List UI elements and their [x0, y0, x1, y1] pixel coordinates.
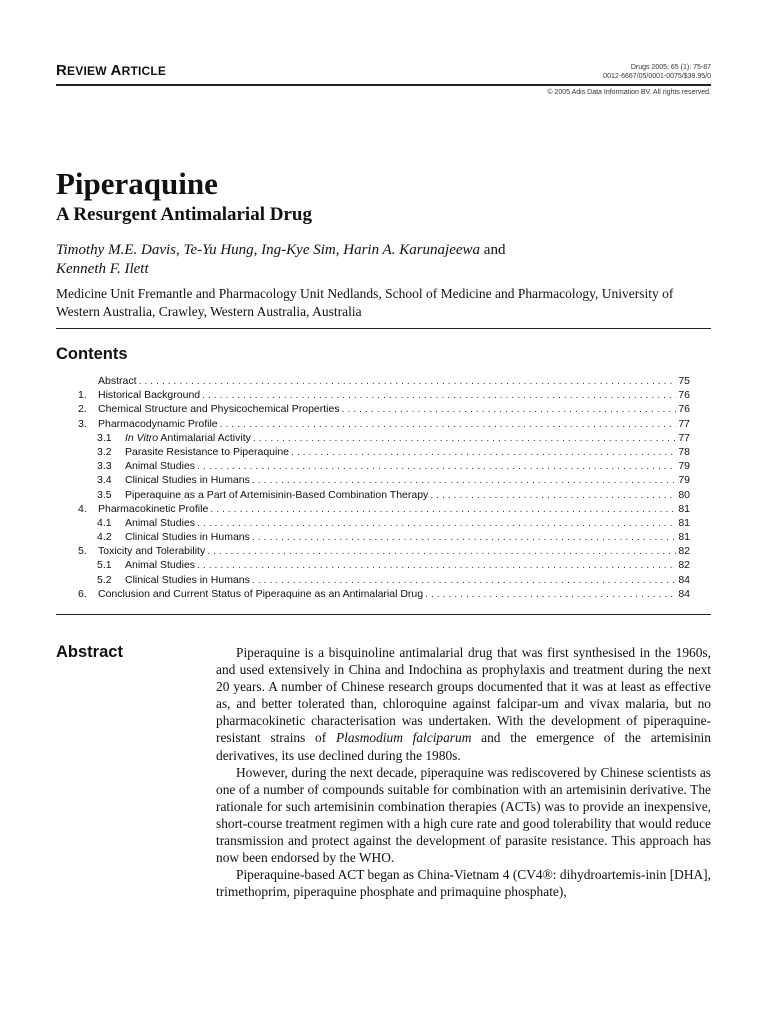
- section-divider: [56, 328, 711, 329]
- species-name: Plasmodium falciparum: [335, 730, 472, 746]
- toc-leader-dots: [202, 388, 676, 402]
- toc-entry[interactable]: [78, 459, 690, 473]
- toc-entry-label: [125, 473, 250, 487]
- section-divider: [56, 614, 711, 615]
- toc-entry-text: Pharmacodynamic Profile: [98, 417, 218, 430]
- toc-entry-label: [98, 587, 423, 601]
- toc-entry[interactable]: [78, 473, 690, 487]
- article-type-label: [56, 62, 166, 79]
- label-rest: EVIEW: [67, 64, 107, 78]
- author: Kenneth F. Ilett: [56, 261, 149, 277]
- toc-entry-text: Antimalarial Activity: [158, 431, 251, 444]
- toc-entry-number: 3.1: [97, 431, 112, 444]
- toc-entry-label: [125, 459, 195, 473]
- toc-entry-number: 5.2: [97, 573, 112, 586]
- toc-entry-text: Abstract: [98, 375, 137, 387]
- toc-page-number: 79: [678, 460, 690, 473]
- table-of-contents: [78, 374, 690, 601]
- toc-entry-number: 3.3: [97, 460, 112, 473]
- toc-entry-text: Animal Studies: [125, 516, 196, 529]
- toc-page-number: 77: [678, 431, 690, 444]
- issn-line: 0012-6667/05/0001-0075/$39.95/0: [603, 73, 711, 80]
- citation-line: Drugs 2005; 65 (1): 75-87: [630, 64, 711, 71]
- toc-entry-number: 3.: [78, 417, 87, 430]
- author-list: Timothy M.E. Davis, Te-Yu Hung, Ing-Kye Sim, Harin A. Karunajeewa and Kenneth F. Ilett: [56, 242, 506, 277]
- toc-leader-dots: [210, 502, 676, 516]
- toc-entry-number: 3.5: [97, 488, 112, 501]
- toc-entry[interactable]: [78, 431, 690, 445]
- toc-leader-dots: [425, 587, 676, 601]
- toc-page-number: 81: [678, 502, 690, 515]
- toc-entry-label: [125, 516, 195, 530]
- toc-entry-label: [98, 544, 205, 558]
- toc-entry-number: 4.1: [97, 516, 112, 529]
- toc-entry-text: Clinical Studies in Humans: [125, 531, 250, 544]
- toc-page-number: 80: [678, 488, 690, 501]
- toc-entry-text: Historical Background: [98, 389, 201, 402]
- toc-entry-label: [98, 402, 340, 416]
- toc-entry-label: [125, 558, 195, 572]
- author: Harin A. Karunajeewa: [343, 242, 481, 258]
- label-initial-2: A: [110, 62, 122, 79]
- abstract-text: and the emergence of the artemisinin derivatives, its use declined during the 1980s.: [216, 730, 711, 763]
- toc-leader-dots: [430, 488, 676, 502]
- toc-leader-dots: [207, 544, 676, 558]
- toc-entry[interactable]: [78, 587, 690, 601]
- toc-entry-text: Clinical Studies in Humans: [125, 573, 250, 586]
- toc-leader-dots: [220, 417, 677, 431]
- toc-page-number: 76: [678, 403, 690, 416]
- toc-entry-text: Animal Studies: [125, 559, 196, 572]
- toc-page-number: 78: [678, 445, 690, 458]
- toc-entry-number: 3.2: [97, 445, 112, 458]
- label-initial: R: [56, 62, 68, 79]
- header-rule: [56, 84, 711, 86]
- toc-entry[interactable]: [78, 488, 690, 502]
- toc-leader-dots: [197, 516, 676, 530]
- author: Ing-Kye Sim: [261, 242, 336, 258]
- author-affiliation: Medicine Unit Fremantle and Pharmacology Unit Nedlands, School of Medicine and Pharmacology, University of Western Australia, Crawley, Western Australia, Australia: [56, 286, 674, 319]
- toc-page-number: 81: [678, 531, 690, 544]
- toc-entry-text: Pharmacokinetic Profile: [98, 502, 209, 515]
- toc-page-number: 76: [678, 389, 690, 402]
- label-rest-2: RTICLE: [121, 64, 167, 78]
- toc-entry-text: Piperaquine as a Part of Artemisinin-Based Combination Therapy: [125, 488, 429, 501]
- toc-page-number: 84: [678, 573, 690, 586]
- toc-leader-dots: [252, 473, 676, 487]
- toc-entry[interactable]: [78, 417, 690, 431]
- toc-entry[interactable]: [78, 502, 690, 516]
- toc-leader-dots: [139, 374, 677, 388]
- toc-entry-label: [125, 573, 250, 587]
- toc-entry-label: [125, 431, 251, 445]
- toc-entry[interactable]: [78, 516, 690, 530]
- toc-entry-label: [125, 488, 428, 502]
- toc-entry[interactable]: [78, 402, 690, 416]
- toc-leader-dots: [253, 431, 676, 445]
- toc-entry-number: 4.2: [97, 531, 112, 544]
- toc-entry-number: 1.: [78, 389, 87, 402]
- toc-entry-text: Toxicity and Tolerability: [98, 545, 206, 558]
- toc-leader-dots: [342, 402, 677, 416]
- author-conjunction: and: [483, 242, 506, 258]
- abstract-paragraph: However, during the next decade, piperaquine was rediscovered by Chinese scientists as one of a number of compounds suitable for combination with an artemisinin derivative. The rationale for such artemisinin combination therapies (ACTs) was to provide an inexpensive, short-course treatment regimen with a high cure rate and good tolerability that would reduce transmission and protect against the development of parasite resistance. This approach has now been endorsed by the WHO.: [216, 764, 711, 866]
- toc-entry[interactable]: [78, 573, 690, 587]
- toc-entry-text: Clinical Studies in Humans: [125, 474, 250, 487]
- toc-page-number: 82: [678, 545, 690, 558]
- toc-entry-label: [125, 530, 250, 544]
- toc-leader-dots: [197, 459, 676, 473]
- article-title: Piperaquine: [56, 166, 218, 201]
- toc-entry-label: [98, 374, 137, 388]
- toc-entry[interactable]: [78, 558, 690, 572]
- toc-page-number: 79: [678, 474, 690, 487]
- toc-entry-text: Conclusion and Current Status of Piperaquine as an Antimalarial Drug: [98, 587, 424, 600]
- toc-leader-dots: [252, 530, 676, 544]
- toc-entry-label: [98, 502, 208, 516]
- toc-page-number: 81: [678, 516, 690, 529]
- abstract-paragraph: [216, 644, 711, 764]
- toc-entry-number: 5.1: [97, 559, 112, 572]
- abstract-paragraph: Piperaquine-based ACT began as China-Vietnam 4 (CV4®: dihydroartemis-inin [DHA], trimethoprim, piperaquine phosphate and primaquine phosphate),: [216, 867, 711, 900]
- toc-page-number: 77: [678, 417, 690, 430]
- toc-entry-number: 6.: [78, 587, 87, 600]
- toc-entry[interactable]: [78, 544, 690, 558]
- toc-entry-number: 2.: [78, 403, 87, 416]
- copyright-notice: © 2005 Adis Data Information BV. All rights reserved.: [547, 89, 711, 96]
- author: Te-Yu Hung: [183, 242, 254, 258]
- abstract-heading: Abstract: [56, 643, 123, 661]
- toc-entry-text: Parasite Resistance to Piperaquine: [125, 445, 290, 458]
- toc-entry-label: [98, 388, 200, 402]
- toc-entry-number: 5.: [78, 545, 87, 558]
- toc-leader-dots: [291, 445, 676, 459]
- abstract-body: [216, 644, 711, 900]
- toc-entry[interactable]: [78, 445, 690, 459]
- author: Timothy M.E. Davis: [56, 242, 176, 258]
- toc-entry[interactable]: [78, 374, 690, 388]
- toc-entry[interactable]: [78, 530, 690, 544]
- toc-entry-number: 4.: [78, 502, 87, 515]
- toc-entry-label: [125, 445, 289, 459]
- abstract-text: Piperaquine is a bisquinoline antimalarial drug that was first synthesised in the 1960s, and used extensively in China and Indochina as prophylaxis and treatment during the next 20 years. A number of Chinese research groups documented that it was at least as effective as, and better tolerated than, chloroquine against falcipar-um and vivax malaria, but no pharmacokinetic characterisation was undertaken. With the development of piperaquine-resistant strains of: [216, 645, 711, 746]
- toc-entry-text: Chemical Structure and Physicochemical Properties: [98, 403, 340, 416]
- journal-citation: [603, 63, 711, 81]
- article-subtitle: A Resurgent Antimalarial Drug: [56, 204, 312, 225]
- contents-heading: Contents: [56, 345, 128, 363]
- toc-entry-number: 3.4: [97, 474, 112, 487]
- toc-entry-text: Animal Studies: [125, 460, 196, 473]
- toc-page-number: 75: [678, 375, 690, 387]
- toc-entry-italic: In Vitro: [125, 431, 159, 444]
- toc-page-number: 84: [678, 587, 690, 600]
- toc-leader-dots: [197, 558, 676, 572]
- toc-page-number: 82: [678, 559, 690, 572]
- toc-entry-label: [98, 417, 218, 431]
- toc-leader-dots: [252, 573, 676, 587]
- toc-entry[interactable]: [78, 388, 690, 402]
